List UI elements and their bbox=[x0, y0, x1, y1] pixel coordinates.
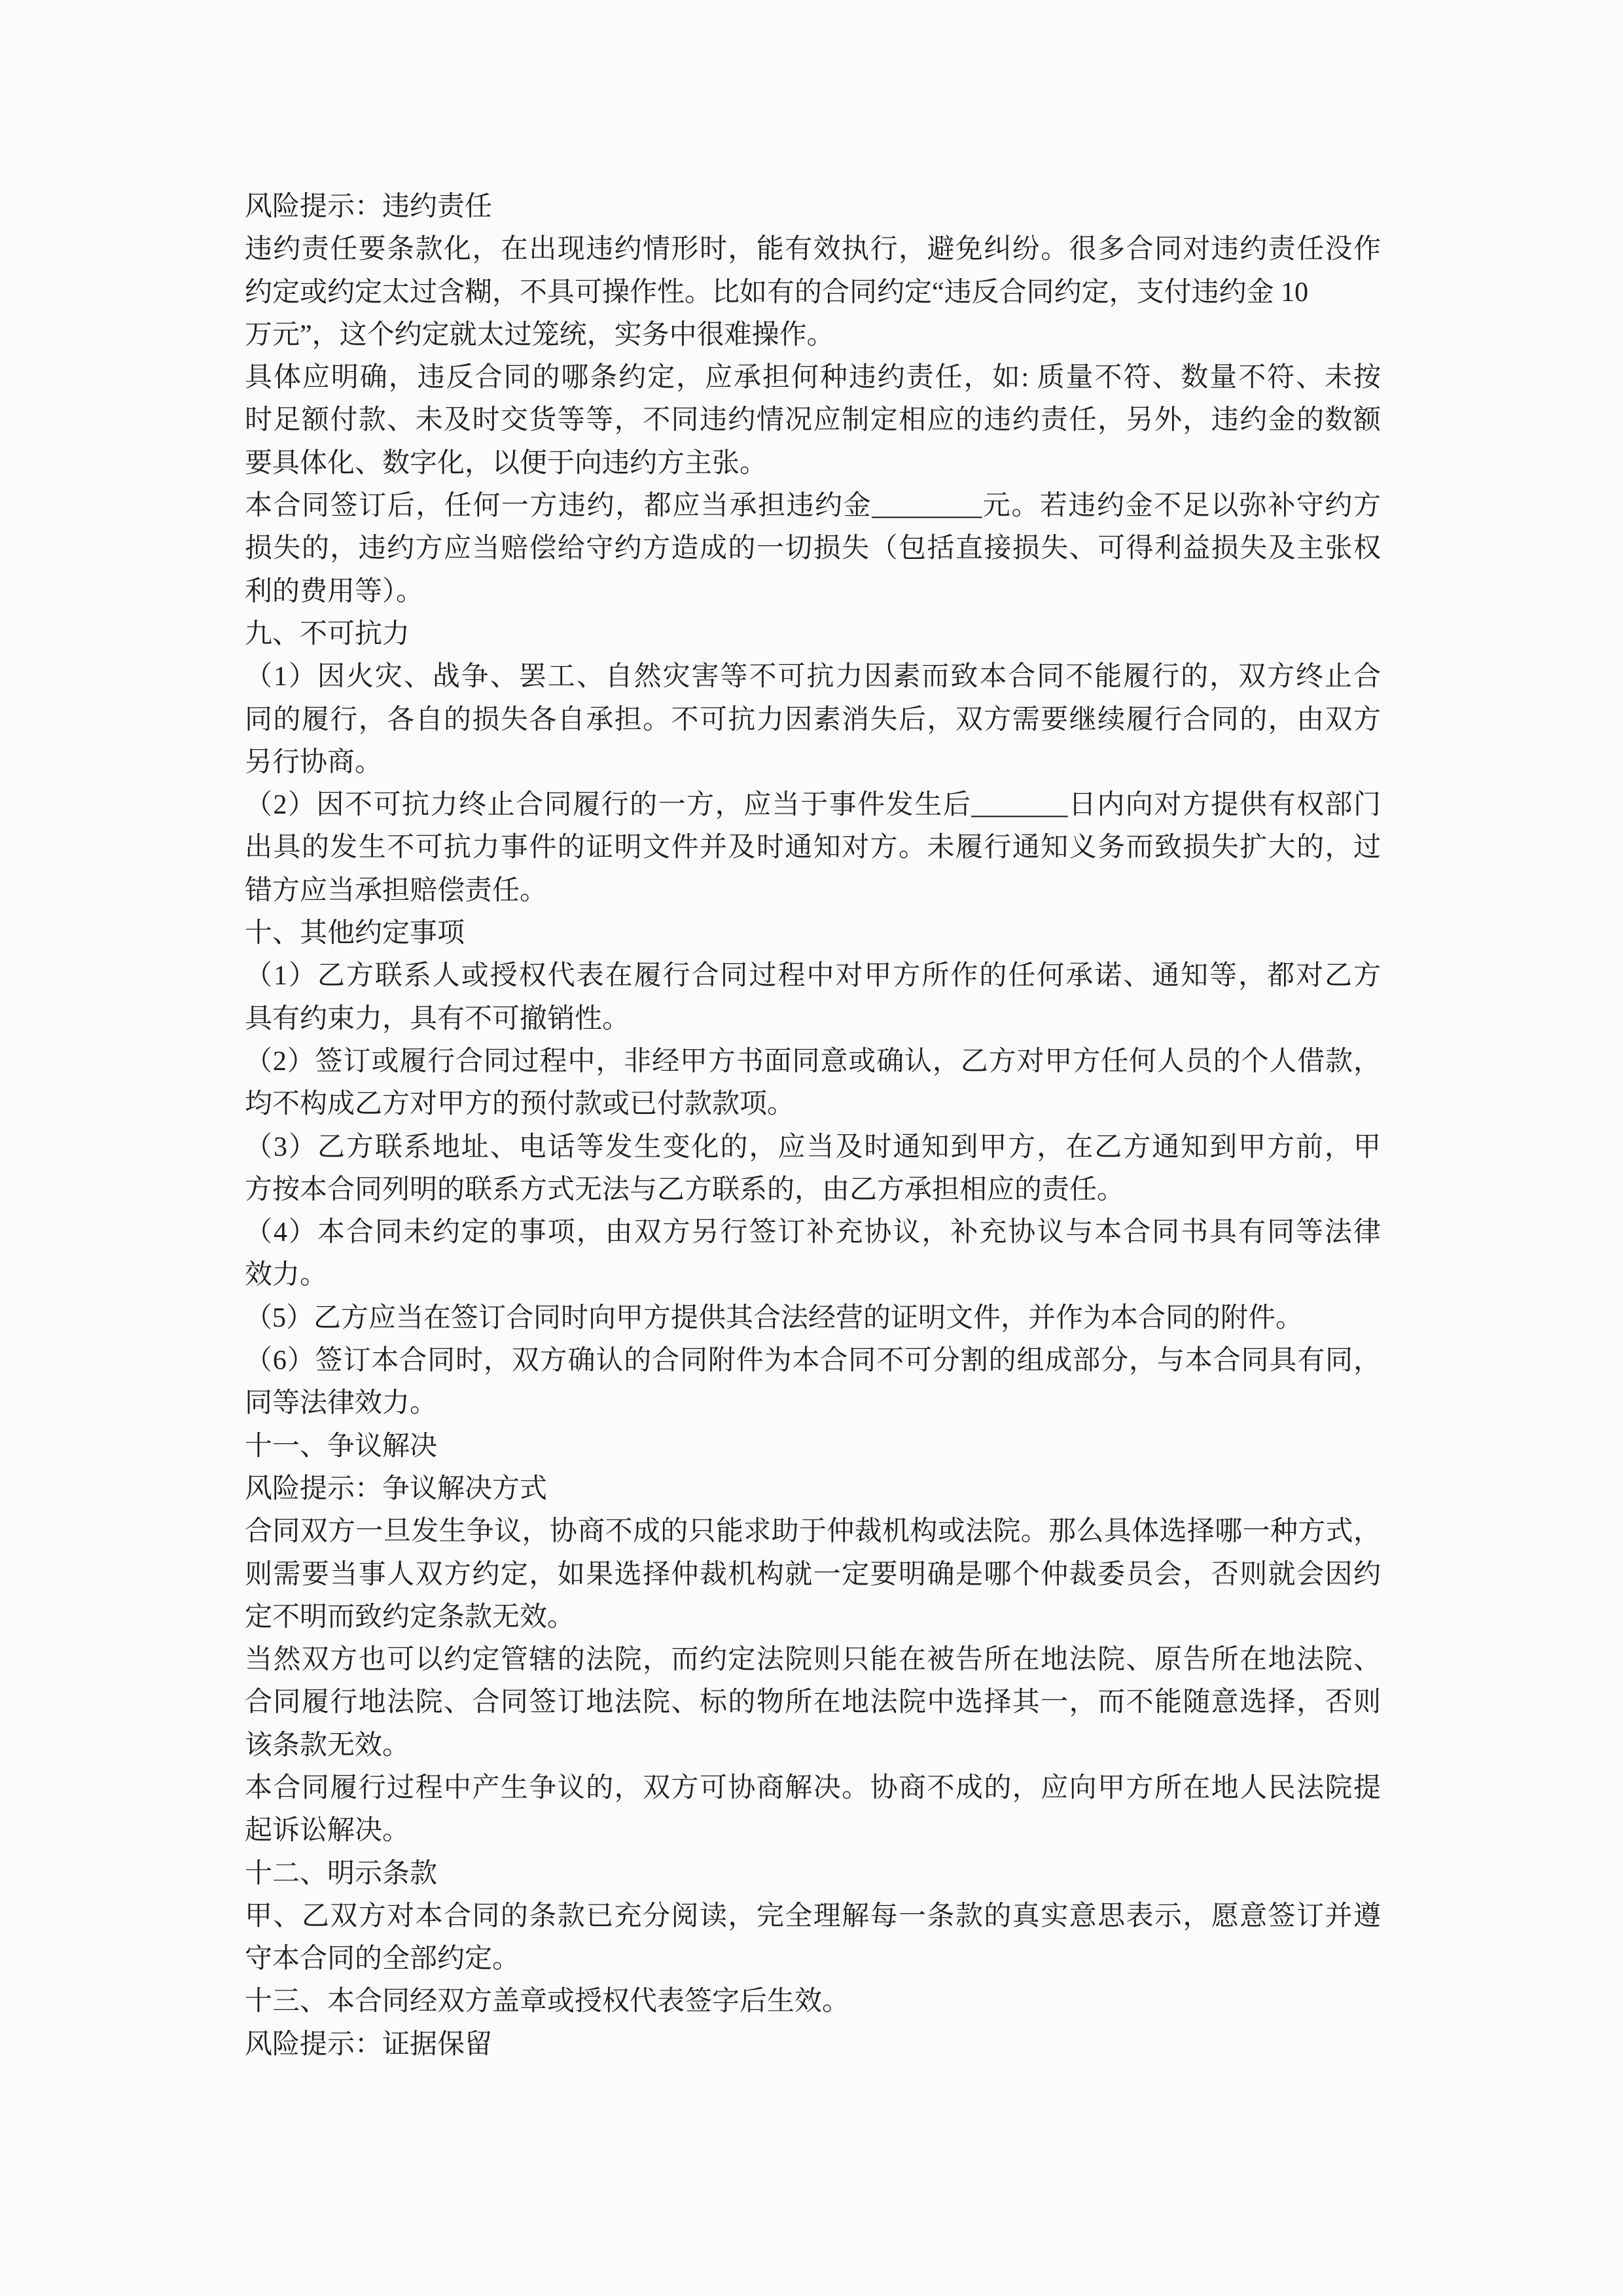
text-line bbox=[245, 1083, 1381, 1126]
text-line bbox=[245, 1853, 1381, 1895]
text-line-content: 错方应当承担赔偿责任。 bbox=[245, 875, 548, 906]
text-line-content: 起诉讼解决。 bbox=[245, 1816, 410, 1846]
text-line bbox=[245, 1211, 1381, 1254]
text-line-content: 本合同签订后，任何一方违约，都应当承担违约金________元。若违约金不足以弥补守约方 bbox=[245, 491, 1381, 522]
text-line bbox=[245, 827, 1381, 869]
text-line-content: 合同双方一旦发生争议，协商不成的只能求助于仲裁机构或法院。那么具体选择哪一种方式， bbox=[245, 1516, 1381, 1547]
text-line bbox=[245, 228, 1381, 271]
text-line bbox=[245, 2024, 1381, 2066]
text-line-content: 风险提示：争议解决方式 bbox=[245, 1473, 548, 1504]
text-line-content: 甲、乙双方对本合同的条款已充分阅读，完全理解每一条款的真实意思表示，愿意签订并遵 bbox=[245, 1901, 1381, 1931]
text-line-content: （1）乙方联系人或授权代表在履行合同过程中对甲方所作的任何承诺、通知等，都对乙方 bbox=[245, 961, 1381, 992]
text-line-content: 同等法律效力。 bbox=[245, 1388, 438, 1419]
text-line bbox=[245, 1254, 1381, 1297]
text-line-content: （3）乙方联系地址、电话等发生变化的，应当及时通知到甲方，在乙方通知到甲方前，甲 bbox=[245, 1132, 1381, 1162]
text-line-content: 均不构成乙方对甲方的预付款或已付款款项。 bbox=[245, 1089, 795, 1120]
text-line bbox=[245, 571, 1381, 613]
text-line bbox=[245, 955, 1381, 997]
text-line bbox=[245, 784, 1381, 827]
text-line bbox=[245, 1725, 1381, 1767]
text-line-content: 守本合同的全部约定。 bbox=[245, 1944, 520, 1975]
text-line bbox=[245, 1681, 1381, 1724]
text-line-content: （1）因火灾、战争、罢工、自然灾害等不可抗力因素而致本合同不能履行的，双方终止合 bbox=[245, 662, 1381, 692]
text-line bbox=[245, 1596, 1381, 1639]
text-line bbox=[245, 870, 1381, 912]
text-line bbox=[245, 1511, 1381, 1553]
text-line bbox=[245, 1468, 1381, 1511]
text-line bbox=[245, 1810, 1381, 1852]
text-line bbox=[245, 442, 1381, 485]
text-line-content: 损失的，违约方应当赔偿给守约方造成的一切损失（包括直接损失、可得利益损失及主张权 bbox=[245, 533, 1381, 564]
text-line bbox=[245, 1297, 1381, 1340]
text-line bbox=[245, 1895, 1381, 1938]
text-line-content: 本合同履行过程中产生争议的，双方可协商解决。协商不成的，应向甲方所在地人民法院提 bbox=[245, 1772, 1381, 1803]
text-line-content: 效力。 bbox=[245, 1260, 328, 1291]
text-line-content: 时足额付款、未及时交货等等，不同违约情况应制定相应的违约责任，另外，违约金的数额 bbox=[245, 405, 1381, 436]
text-line bbox=[245, 399, 1381, 442]
text-line bbox=[245, 656, 1381, 698]
text-line bbox=[245, 272, 1381, 314]
text-line bbox=[245, 1554, 1381, 1596]
text-line-content: 则需要当事人双方约定，如果选择仲裁机构就一定要明确是哪个仲裁委员会，否则就会因约 bbox=[245, 1559, 1381, 1590]
text-line bbox=[245, 1767, 1381, 1810]
text-line-content: （2）因不可抗力终止合同履行的一方，应当于事件发生后_______日内向对方提供有权部门 bbox=[245, 790, 1381, 821]
text-line-content: 同的履行，各自的损失各自承担。不可抗力因素消失后，双方需要继续履行合同的，由双方 bbox=[245, 704, 1381, 735]
text-line-content: 九、不可抗力 bbox=[245, 619, 410, 649]
text-line bbox=[245, 998, 1381, 1041]
text-line bbox=[245, 528, 1381, 570]
text-line-content: 当然双方也可以约定管辖的法院，而约定法院则只能在被告所在地法院、原告所在地法院、 bbox=[245, 1645, 1381, 1676]
text-line bbox=[245, 357, 1381, 399]
text-line bbox=[245, 1426, 1381, 1468]
text-line-content: （6）签订本合同时，双方确认的合同附件为本合同不可分割的组成部分，与本合同具有同， bbox=[245, 1346, 1381, 1376]
text-line bbox=[245, 699, 1381, 742]
text-line bbox=[245, 742, 1381, 784]
text-line-content: 要具体化、数字化，以便于向违约方主张。 bbox=[245, 448, 768, 478]
text-line bbox=[245, 1169, 1381, 1211]
text-line-content: 定不明而致约定条款无效。 bbox=[245, 1602, 575, 1632]
text-line-content: 另行协商。 bbox=[245, 747, 383, 778]
text-line bbox=[245, 1126, 1381, 1169]
text-line-content: 出具的发生不可抗力事件的证明文件并及时通知对方。未履行通知义务而致损失扩大的，过 bbox=[245, 833, 1381, 863]
text-line bbox=[245, 314, 1381, 357]
text-line-content: 十二、明示条款 bbox=[245, 1858, 438, 1889]
text-line bbox=[245, 912, 1381, 955]
text-line bbox=[245, 613, 1381, 656]
text-line bbox=[245, 1382, 1381, 1425]
text-line bbox=[245, 1340, 1381, 1382]
text-line-content: 该条款无效。 bbox=[245, 1730, 410, 1761]
text-line bbox=[245, 1041, 1381, 1083]
text-line-content: 风险提示：证据保留 bbox=[245, 2029, 493, 2060]
contract-text-block bbox=[245, 186, 1381, 2066]
text-line-content: 具有约束力，具有不可撤销性。 bbox=[245, 1003, 630, 1034]
text-line-content: 十、其他约定事项 bbox=[245, 918, 465, 949]
text-line-content: 风险提示：违约责任 bbox=[245, 192, 493, 222]
text-line-content: 合同履行地法院、合同签订地法院、标的物所在地法院中选择其一，而不能随意选择，否则 bbox=[245, 1687, 1381, 1718]
text-line bbox=[245, 1639, 1381, 1681]
text-line-content: （4）本合同未约定的事项，由双方另行签订补充协议，补充协议与本合同书具有同等法律 bbox=[245, 1217, 1381, 1248]
text-line-content: 方按本合同列明的联系方式无法与乙方联系的，由乙方承担相应的责任。 bbox=[245, 1174, 1125, 1205]
text-line-content: 具体应明确，违反合同的哪条约定，应承担何种违约责任，如: 质量不符、数量不符、未按 bbox=[245, 363, 1381, 393]
text-line-content: （2）签订或履行合同过程中，非经甲方书面同意或确认，乙方对甲方任何人员的个人借款， bbox=[245, 1046, 1381, 1077]
text-line bbox=[245, 485, 1381, 528]
text-line-content: 约定或约定太过含糊，不具可操作性。比如有的合同约定“违反合同约定，支付违约金 10 bbox=[245, 277, 1309, 308]
text-line bbox=[245, 186, 1381, 228]
text-line bbox=[245, 1938, 1381, 1981]
text-line-content: （5）乙方应当在签订合同时向甲方提供其合法经营的证明文件，并作为本合同的附件。 bbox=[245, 1302, 1304, 1333]
text-line-content: 万元”，这个约定就太过笼统，实务中很难操作。 bbox=[245, 319, 834, 350]
text-line bbox=[245, 1981, 1381, 2023]
text-line-content: 十一、争议解决 bbox=[245, 1431, 438, 1462]
text-line-content: 利的费用等）。 bbox=[245, 576, 424, 607]
text-line-content: 违约责任要条款化，在出现违约情形时，能有效执行，避免纠纷。很多合同对违约责任没作 bbox=[245, 234, 1381, 265]
text-line-content: 十三、本合同经双方盖章或授权代表签字后生效。 bbox=[245, 1986, 850, 2017]
